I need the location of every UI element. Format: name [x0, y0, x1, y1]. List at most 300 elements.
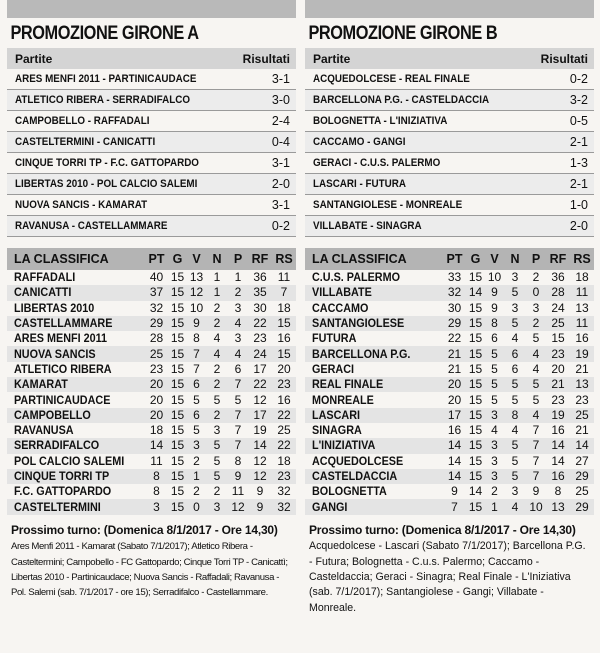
match-result: 2-4: [271, 114, 290, 128]
stat-cell: 5: [532, 331, 540, 346]
stat-cell: 28: [149, 331, 164, 346]
match-row: [7, 153, 296, 174]
stat-cell: 12: [253, 392, 267, 407]
column-header: V: [187, 248, 206, 270]
stat-cell: 16: [277, 331, 291, 346]
column-header: N: [504, 248, 526, 270]
top-bar: [305, 0, 594, 18]
standings-body: [305, 270, 594, 515]
stat-cell: 15: [168, 285, 187, 300]
panel-title: PROMOZIONE GIRONE B: [308, 23, 498, 44]
stat-cell: 7: [532, 453, 540, 468]
stat-cell: 5: [491, 361, 498, 376]
stat-cell: 20: [551, 361, 565, 376]
match-result: 1-3: [569, 156, 588, 170]
stat-cell: 9: [248, 499, 272, 514]
stat-cell: 5: [234, 392, 242, 407]
team-name: CACCAMO: [312, 300, 369, 315]
stat-cell: 2: [213, 300, 221, 315]
stat-cell: 16: [575, 331, 589, 346]
team-name-cell: [305, 301, 443, 316]
next-round: [305, 523, 594, 616]
stat-cell: 18: [277, 453, 291, 468]
team-name: NUOVA SANCIS: [14, 346, 96, 361]
stat-cell: 20: [443, 377, 466, 392]
team-name: CANICATTI: [14, 285, 72, 300]
match-result: 2-0: [271, 177, 290, 191]
stat-cell: 15: [170, 300, 185, 315]
stat-cell: 5: [526, 377, 546, 392]
stat-cell: 7: [187, 346, 206, 361]
stat-cell: 1: [485, 499, 504, 514]
stat-cell: 15: [466, 316, 485, 331]
team-name-cell: [7, 499, 145, 514]
stat-cell: 13: [546, 499, 570, 514]
stat-cell: 33: [447, 270, 462, 285]
team-name: C.U.S. PALERMO: [312, 270, 401, 285]
stat-cell: 15: [468, 392, 483, 407]
next-round-text: Acquedolcese - Lascari (Sabato 7/1/2017); Barcellona P.G. - Futura; Bolognetta - C.u.s. Palermo; Caccamo - Casteldaccia; Geraci - Sinagra; Real Finale - L'Iniziativa (sab. 7/1/2017); Santangiolese - Gangi; Villabate - Monreale.: [309, 540, 586, 614]
team-name: CASTELDACCIA: [312, 469, 398, 483]
stat-cell: 4: [213, 331, 221, 346]
match-result: 2-1: [569, 177, 588, 191]
table-row: [7, 377, 296, 392]
stat-cell: 9: [256, 484, 264, 499]
match-result: 2-1: [569, 135, 588, 149]
stat-cell: 11: [150, 453, 163, 468]
team-name: POL CALCIO SALEMI: [14, 453, 125, 468]
stat-cell: 4: [228, 316, 248, 331]
match-teams: CACCAMO - GANGI: [313, 136, 406, 148]
team-name-cell: [305, 469, 443, 484]
stat-cell: 5: [504, 469, 526, 484]
column-header: G: [168, 248, 187, 270]
table-row: [305, 331, 594, 346]
stat-cell: 14: [447, 453, 462, 468]
match-row: [7, 69, 296, 90]
column-header: RF: [546, 248, 570, 270]
match-row: [305, 216, 594, 237]
match-row: [305, 90, 594, 111]
stat-cell: 15: [466, 346, 485, 361]
matches-list: [7, 69, 296, 237]
next-round: [7, 523, 296, 601]
stat-cell: 2: [193, 453, 200, 468]
stat-cell: 21: [575, 423, 589, 438]
stat-cell: 2: [193, 484, 200, 499]
match-row: [7, 174, 296, 195]
stat-cell: 3: [511, 484, 519, 499]
stat-cell: 12: [187, 285, 206, 300]
stat-cell: 4: [504, 499, 526, 514]
match-teams: ATLETICO RIBERA - SERRADIFALCO: [15, 94, 191, 106]
stat-cell: 1: [213, 270, 221, 285]
stat-cell: 21: [447, 361, 462, 376]
stat-cell: 2: [491, 484, 498, 499]
table-row: [305, 484, 594, 499]
stat-cell: 23: [575, 392, 589, 407]
team-name-cell: [7, 408, 145, 423]
table-row: [305, 316, 594, 331]
team-name: VILLABATE: [312, 285, 372, 300]
results-header-label: Risultati: [540, 51, 588, 66]
team-name-cell: [305, 362, 443, 377]
team-name-cell: [305, 270, 443, 285]
stat-cell: 25: [575, 484, 589, 499]
stat-cell: 12: [228, 499, 248, 514]
stat-cell: 1: [234, 270, 242, 285]
stat-cell: 15: [170, 361, 185, 376]
stat-cell: 1: [206, 285, 228, 300]
matches-header-label: Partite: [15, 51, 53, 66]
table-row: [7, 469, 296, 484]
stat-cell: 20: [277, 361, 291, 376]
match-row: [7, 195, 296, 216]
column-header: RF: [248, 248, 272, 270]
stat-cell: 19: [570, 346, 594, 361]
team-name-cell: [7, 331, 145, 346]
stat-cell: 2: [228, 285, 248, 300]
stat-cell: 1: [187, 469, 206, 484]
table-row: [7, 392, 296, 407]
team-name-cell: [7, 484, 145, 499]
stat-cell: 32: [149, 300, 164, 315]
stat-cell: 14: [466, 285, 485, 300]
stat-cell: 11: [231, 484, 245, 499]
match-row: [305, 174, 594, 195]
stat-cell: 4: [511, 423, 519, 438]
stat-cell: 2: [206, 408, 228, 423]
stat-cell: 9: [187, 316, 206, 331]
stat-cell: 16: [447, 423, 462, 438]
stat-cell: 15: [468, 300, 483, 315]
stat-cell: 15: [168, 377, 187, 392]
stat-cell: 7: [526, 438, 546, 453]
stat-cell: 8: [504, 408, 526, 423]
stat-cell: 2: [206, 316, 228, 331]
stat-cell: 24: [551, 300, 565, 315]
match-result: 3-0: [271, 93, 290, 107]
stat-cell: 9: [451, 484, 458, 499]
stat-cell: 6: [234, 361, 242, 376]
stat-cell: 23: [551, 392, 565, 407]
match-row: [7, 90, 296, 111]
team-name-cell: [305, 408, 443, 423]
match-result: 3-1: [271, 198, 290, 212]
stat-cell: 20: [149, 392, 164, 407]
table-row: [305, 499, 594, 514]
team-name-cell: [7, 423, 145, 438]
stat-cell: 13: [570, 377, 594, 392]
stat-cell: 7: [228, 377, 248, 392]
team-name-cell: [305, 392, 443, 407]
stat-cell: 2: [526, 316, 546, 331]
table-row: [305, 270, 594, 285]
stat-cell: 36: [551, 270, 565, 285]
team-name: CASTELTERMINI: [14, 499, 101, 514]
stat-cell: 29: [570, 469, 594, 484]
stat-cell: 23: [149, 361, 164, 376]
stat-cell: 15: [168, 316, 187, 331]
stat-cell: 2: [213, 484, 221, 499]
stat-cell: 13: [189, 270, 204, 285]
stat-cell: 18: [277, 300, 291, 315]
stat-cell: 7: [228, 408, 248, 423]
stat-cell: 37: [145, 285, 168, 300]
match-teams: ARES MENFI 2011 - PARTINICAUDACE: [15, 73, 197, 85]
stat-cell: 4: [511, 331, 519, 346]
table-row: [305, 285, 594, 300]
stat-cell: 25: [570, 408, 594, 423]
stat-cell: 0: [187, 499, 206, 514]
stat-cell: 35: [248, 285, 272, 300]
team-name: REAL FINALE: [312, 377, 384, 392]
stat-cell: 2: [206, 377, 228, 392]
team-name-cell: [7, 346, 145, 361]
column-header: V: [485, 248, 504, 270]
column-header: N: [206, 248, 228, 270]
stat-cell: 29: [145, 316, 168, 331]
stat-cell: 7: [228, 438, 248, 453]
stat-cell: 13: [575, 300, 589, 315]
match-teams: CASTELTERMINI - CANICATTI: [15, 136, 156, 148]
table-row: [305, 438, 594, 453]
stat-cell: 5: [511, 392, 519, 407]
table-row: [7, 408, 296, 423]
matches-list: [305, 69, 594, 237]
stat-cell: 14: [248, 438, 272, 453]
team-name-cell: [305, 499, 443, 514]
stat-cell: 19: [253, 423, 267, 438]
stat-cell: 12: [248, 469, 272, 484]
stat-cell: 25: [145, 346, 168, 361]
stat-cell: 22: [272, 438, 296, 453]
stat-cell: 15: [468, 270, 483, 285]
stat-cell: 14: [443, 438, 466, 453]
team-name-cell: [7, 285, 145, 300]
stat-cell: 7: [234, 423, 242, 438]
table-row: [305, 301, 594, 316]
standings-title: LA CLASSIFICA: [7, 248, 145, 270]
table-row: [7, 362, 296, 377]
stat-cell: 32: [272, 499, 296, 514]
stat-cell: 5: [213, 392, 221, 407]
stat-cell: 29: [443, 316, 466, 331]
match-result: 0-5: [569, 114, 588, 128]
match-row: [305, 111, 594, 132]
team-name: RAVANUSA: [14, 423, 74, 438]
stat-cell: 14: [443, 469, 466, 484]
stat-cell: 5: [485, 377, 504, 392]
table-row: [7, 423, 296, 438]
stat-cell: 5: [485, 346, 504, 361]
panel-title: PROMOZIONE GIRONE A: [10, 23, 199, 44]
stat-cell: 5: [504, 377, 526, 392]
girone-a-panel: [7, 0, 296, 601]
team-name: ARES MENFI 2011: [14, 331, 108, 346]
stat-cell: 15: [551, 331, 565, 346]
stat-cell: 5: [213, 453, 221, 468]
stat-cell: 3: [485, 408, 504, 423]
stat-cell: 16: [551, 423, 565, 438]
column-header: RS: [272, 248, 296, 270]
match-row: [305, 195, 594, 216]
match-result: 2-0: [569, 219, 588, 233]
stat-cell: 30: [253, 300, 267, 315]
stat-cell: 24: [248, 346, 272, 361]
stat-cell: 17: [443, 408, 466, 423]
next-round-text: Ares Menfi 2011 - Kamarat (Sabato 7/1/2017); Atletico Ribera - Casteltermini; Campobello - FC Gattopardo; Cinque Torri TP - Canicattì; Libertas 2010 - Partinicaudace; Nuova Sancis - Raffadali; Ravanusa - Pol. Salemi (sab. 7/1/2017 - ore 15); Serradifalco - Castellammare.: [11, 541, 288, 599]
table-row: [7, 285, 296, 300]
team-name-cell: [305, 316, 443, 331]
stat-cell: 27: [575, 453, 589, 468]
stat-cell: 11: [570, 285, 594, 300]
stat-cell: 18: [575, 270, 589, 285]
stat-cell: 3: [206, 499, 228, 514]
stat-cell: 23: [272, 377, 296, 392]
stat-cell: 3: [511, 270, 519, 285]
stat-cell: 14: [551, 453, 565, 468]
stat-cell: 15: [466, 408, 485, 423]
stat-cell: 6: [511, 361, 519, 376]
stat-cell: 8: [153, 484, 160, 499]
stat-cell: 15: [466, 377, 485, 392]
stat-cell: 20: [447, 392, 462, 407]
stat-cell: 15: [168, 408, 187, 423]
team-name: SINAGRA: [312, 423, 362, 438]
stat-cell: 16: [277, 392, 291, 407]
stat-cell: 6: [504, 346, 526, 361]
stat-cell: 15: [468, 423, 483, 438]
team-name-cell: [305, 377, 443, 392]
stat-cell: 20: [145, 408, 168, 423]
stat-cell: 14: [468, 484, 483, 499]
team-name: L'INIZIATIVA: [312, 438, 376, 453]
stat-cell: 8: [193, 331, 200, 346]
team-name: GERACI: [312, 361, 355, 376]
matches-header: [7, 48, 296, 69]
stat-cell: 10: [189, 300, 204, 315]
team-name: PARTINICAUDACE: [14, 392, 111, 407]
stat-cell: 29: [570, 499, 594, 514]
stat-cell: 9: [485, 285, 504, 300]
standings-body: [7, 270, 296, 515]
stat-cell: 15: [468, 361, 483, 376]
stat-cell: 14: [546, 438, 570, 453]
stat-cell: 4: [206, 346, 228, 361]
stat-cell: 25: [546, 316, 570, 331]
match-row: [305, 132, 594, 153]
stat-cell: 5: [504, 438, 526, 453]
stat-cell: 6: [491, 331, 498, 346]
stat-cell: 7: [443, 499, 466, 514]
table-row: [7, 316, 296, 331]
team-name: KAMARAT: [14, 377, 68, 392]
column-header: P: [526, 248, 546, 270]
match-teams: CAMPOBELLO - RAFFADALI: [15, 115, 150, 127]
match-teams: NUOVA SANCIS - KAMARAT: [15, 199, 148, 211]
stat-cell: 20: [145, 377, 168, 392]
team-name-cell: [7, 362, 145, 377]
table-row: [305, 454, 594, 469]
stat-cell: 21: [546, 377, 570, 392]
stat-cell: 15: [170, 484, 185, 499]
match-row: [7, 111, 296, 132]
stat-cell: 3: [213, 423, 221, 438]
matches-header-label: Partite: [313, 51, 351, 66]
stat-cell: 22: [447, 331, 462, 346]
team-name: GANGI: [312, 499, 348, 514]
team-name: CAMPOBELLO: [14, 407, 91, 422]
column-header: RS: [570, 248, 594, 270]
team-name-cell: [7, 454, 145, 469]
stat-cell: 7: [526, 469, 546, 484]
table-row: [7, 454, 296, 469]
stat-cell: 21: [575, 361, 589, 376]
stat-cell: 14: [145, 438, 168, 453]
results-header-label: Risultati: [242, 51, 290, 66]
stat-cell: 2: [213, 361, 221, 376]
stat-cell: 5: [504, 285, 526, 300]
match-teams: ACQUEDOLCESE - REAL FINALE: [313, 73, 470, 85]
team-name: RAFFADALI: [14, 270, 76, 285]
stat-cell: 22: [248, 377, 272, 392]
match-teams: BARCELLONA P.G. - CASTELDACCIA: [313, 94, 490, 106]
match-row: [7, 216, 296, 237]
stat-cell: 3: [485, 438, 504, 453]
stat-cell: 11: [570, 316, 594, 331]
match-result: 0-2: [569, 72, 588, 86]
team-name: SANTANGIOLESE: [312, 316, 405, 331]
stat-cell: 3: [234, 300, 242, 315]
standings-header-row: [305, 248, 594, 270]
stat-cell: 25: [277, 423, 291, 438]
team-name: ACQUEDOLCESE: [312, 453, 404, 468]
stat-cell: 15: [170, 423, 185, 438]
stat-cell: 8: [485, 316, 504, 331]
match-teams: SANTANGIOLESE - MONREALE: [313, 199, 463, 211]
stat-cell: 3: [234, 331, 242, 346]
stat-cell: 4: [526, 408, 546, 423]
team-name-cell: [7, 392, 145, 407]
standings-table: [7, 248, 296, 515]
team-name: CASTELLAMMARE: [14, 316, 113, 331]
match-teams: LASCARI - FUTURA: [313, 178, 406, 190]
team-name-cell: [7, 469, 145, 484]
stat-cell: 9: [532, 484, 540, 499]
team-name-cell: [305, 484, 443, 499]
next-round-label: Prossimo turno: (Domenica 8/1/2017 - Ore 14,30): [309, 522, 576, 537]
stat-cell: 9: [491, 300, 498, 315]
table-row: [305, 423, 594, 438]
table-row: [7, 270, 296, 285]
stat-cell: 15: [466, 499, 485, 514]
team-name: F.C. GATTOPARDO: [14, 484, 112, 499]
stat-cell: 2: [532, 270, 540, 285]
stat-cell: 6: [187, 408, 206, 423]
team-name-cell: [305, 331, 443, 346]
team-name: ATLETICO RIBERA: [14, 361, 112, 376]
stat-cell: 15: [168, 346, 187, 361]
match-result: 3-1: [271, 156, 290, 170]
team-name: BOLOGNETTA: [312, 484, 387, 499]
stat-cell: 15: [168, 469, 187, 484]
stat-cell: 40: [149, 270, 164, 285]
table-row: [7, 438, 296, 453]
stat-cell: 21: [443, 346, 466, 361]
column-header: G: [466, 248, 485, 270]
stat-cell: 4: [228, 346, 248, 361]
